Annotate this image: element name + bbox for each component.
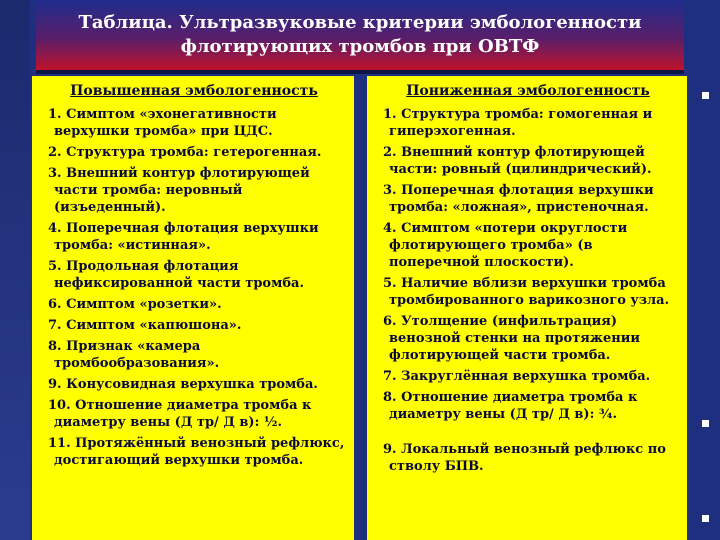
list-item: 6. Симптом «розетки». [48, 297, 222, 312]
list-item: 11. Протяжённый венозный рефлюкс, достигающий верхушки тромба. [48, 436, 345, 468]
list-item: 3. Поперечная флотация верхушки тромба: «ложная», пристеночная. [383, 183, 654, 215]
column-low-embologenicity [367, 76, 687, 540]
list-item: 5. Продольная флотация нефиксированной части тромба. [48, 259, 304, 291]
column-heading: Пониженная эмбологенность [406, 83, 650, 99]
column-separator [354, 76, 367, 540]
list-item: 4. Поперечная флотация верхушки тромба: «истинная». [48, 221, 319, 253]
square-bullet-icon [702, 92, 709, 99]
title-divider [36, 70, 684, 74]
slide-title [36, 0, 684, 70]
list-item: 2. Внешний контур флотирующей части: ровный (цилиндрический). [383, 145, 652, 177]
list-item: 3. Внешний контур флотирующей части тромба: неровный (изъеденный). [48, 166, 310, 215]
list-gap [375, 427, 681, 441]
list-item: 8. Признак «камера тромбообразования». [48, 339, 220, 371]
list-item: 4. Симптом «потери округлости флотирующего тромба» (в поперечной плоскости). [383, 221, 628, 270]
title-line-1: Таблица. Ультразвуковые критерии эмбологенности [78, 12, 642, 33]
list-item: 1. Симптом «эхонегативности верхушки тромба» при ЦДС. [48, 107, 277, 139]
list-item: 9. Локальный венозный рефлюкс по стволу БПВ. [383, 442, 666, 474]
left-decor-bar [0, 0, 30, 540]
square-bullet-icon [702, 420, 709, 427]
list-item: 2. Структура тромба: гетерогенная. [48, 145, 322, 160]
column-high-embologenicity [32, 76, 354, 540]
list-item: 10. Отношение диаметра тромба к диаметру вены (Д тр/ Д в): ½. [48, 398, 312, 430]
list-item: 6. Утолщение (инфильтрация) венозной стенки на протяжении флотирующей части тромба. [383, 314, 641, 363]
list-item: 9. Конусовидная верхушка тромба. [48, 377, 318, 392]
title-line-2: флотирующих тромбов при ОВТФ [180, 36, 540, 57]
column-heading: Повышенная эмбологенность [70, 83, 318, 99]
list-item: 5. Наличие вблизи верхушки тромба тромбированного варикозного узла. [383, 276, 670, 308]
right-decor-bar [690, 76, 720, 540]
list-item: 1. Структура тромба: гомогенная и гиперэхогенная. [383, 107, 653, 139]
list-item: 7. Симптом «капюшона». [48, 318, 242, 333]
list-item: 8. Отношение диаметра тромба к диаметру вены (Д тр/ Д в): ¾. [383, 390, 638, 422]
square-bullet-icon [702, 515, 709, 522]
list-item: 7. Закруглённая верхушка тромба. [383, 369, 651, 384]
